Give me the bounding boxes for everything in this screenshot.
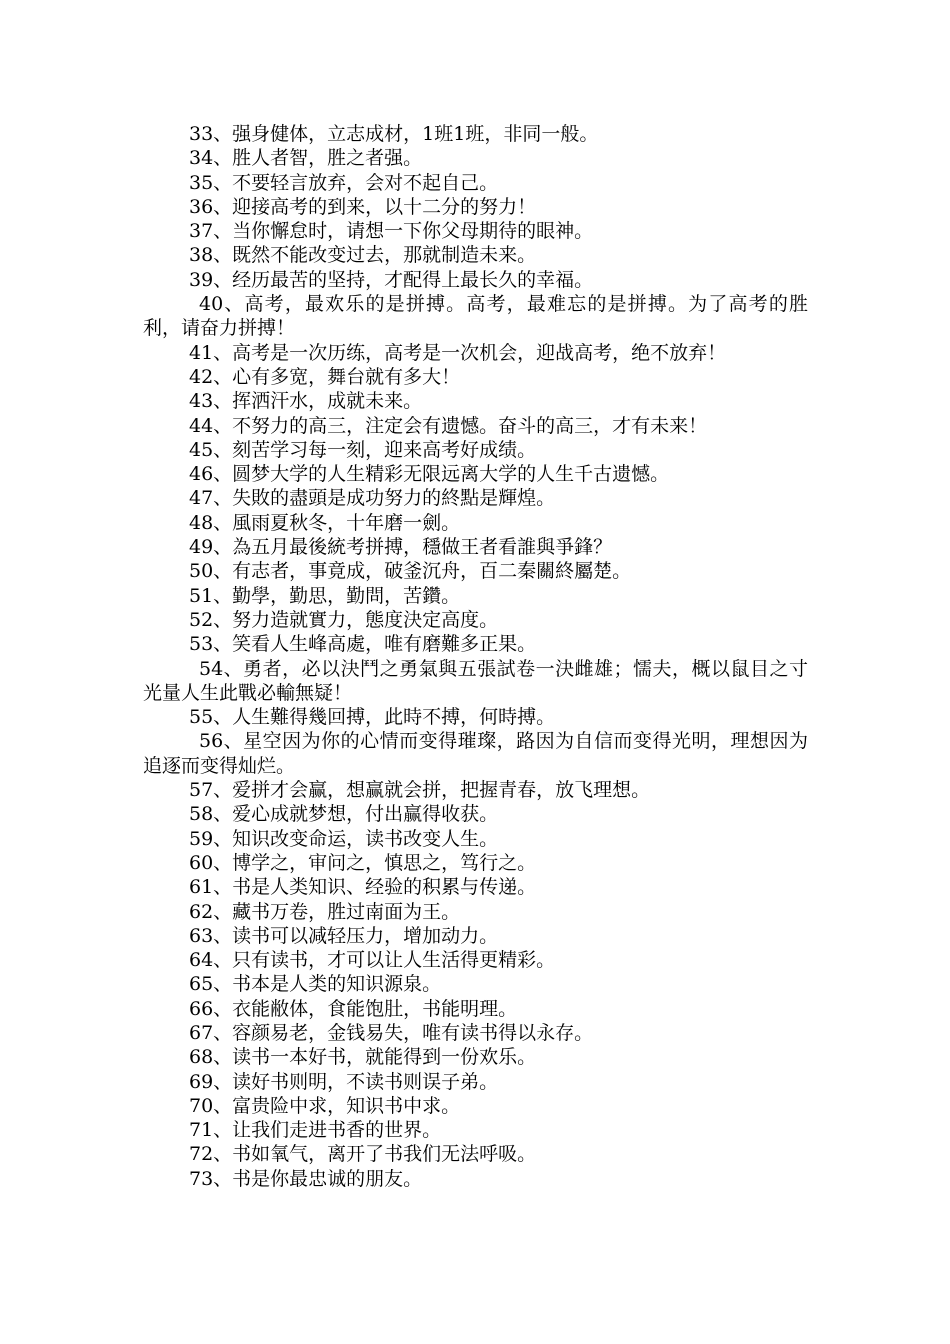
- list-item: 53、笑看人生峰高處，唯有磨難多正果。: [189, 633, 537, 656]
- list-item: 71、让我们走进书香的世界。: [189, 1119, 442, 1142]
- list-item: 46、圆梦大学的人生精彩无限远离大学的人生千古遗憾。: [189, 463, 670, 486]
- list-item: 50、有志者，事竟成，破釜沉舟，百二秦關終屬楚。: [189, 560, 632, 583]
- list-item: 45、刻苦学习每一刻，迎来高考好成绩。: [189, 438, 537, 461]
- list-item: 64、只有读书，才可以让人生活得更精彩。: [189, 949, 556, 972]
- list-item: 52、努力造就實力，態度決定高度。: [189, 608, 499, 631]
- list-item: 60、博学之，审问之，慎思之，笃行之。: [189, 851, 537, 874]
- list-item: 35、不要轻言放弃，会对不起自己。: [189, 171, 499, 194]
- list-item: 39、经历最苦的坚持，才配得上最长久的幸福。: [189, 268, 594, 291]
- list-item: 66、衣能敝体，食能饱肚，书能明理。: [189, 997, 518, 1020]
- quote-list: [143, 122, 808, 1191]
- list-item: 58、爱心成就梦想，付出赢得收获。: [189, 803, 499, 826]
- list-item: 56、星空因为你的心情而变得璀璨，路因为自信而变得光明，理想因为追逐而变得灿烂。: [143, 730, 808, 777]
- list-item: 41、高考是一次历练，高考是一次机会，迎战高考，绝不放弃！: [189, 341, 727, 364]
- list-item: 44、不努力的高三，注定会有遗憾。奋斗的高三，才有未来！: [189, 414, 708, 437]
- list-item: 63、读书可以减轻压力，增加动力。: [189, 924, 499, 947]
- list-item: 48、風雨夏秋冬，十年磨一劍。: [189, 511, 461, 534]
- list-item: 62、藏书万卷，胜过南面为王。: [189, 900, 461, 923]
- list-item: 59、知识改变命运，读书改变人生。: [189, 827, 499, 850]
- list-item: 51、勤學，勤思，勤問，苦鑽。: [189, 584, 461, 607]
- list-item: 68、读书一本好书，就能得到一份欢乐。: [189, 1046, 537, 1069]
- list-item: 55、人生難得幾回搏，此時不搏，何時搏。: [189, 706, 556, 729]
- list-item: 47、失敗的盡頭是成功努力的終點是輝煌。: [189, 487, 556, 510]
- list-item: 70、富贵险中求，知识书中求。: [189, 1094, 461, 1117]
- list-item: 67、容颜易老，金钱易失，唯有读书得以永存。: [189, 1021, 594, 1044]
- list-item: 43、挥洒汗水，成就未来。: [189, 390, 423, 413]
- list-item: 72、书如氧气，离开了书我们无法呼吸。: [189, 1143, 537, 1166]
- list-item: 57、爱拼才会赢，想赢就会拼，把握青春，放飞理想。: [189, 779, 651, 802]
- list-item: 54、勇者，必以決鬥之勇氣與五張試卷一決雌雄；懦夫，概以鼠目之寸光量人生此戰必輸無疑！: [143, 657, 808, 704]
- list-item: 37、当你懈怠时，请想一下你父母期待的眼神。: [189, 220, 594, 243]
- list-item: 49、為五月最後統考拼搏，穩做王者看誰與爭鋒？: [189, 536, 613, 559]
- list-item: 33、强身健体，立志成材，1班1班，非同一般。: [189, 123, 599, 145]
- list-item: 34、胜人者智，胜之者强。: [189, 147, 423, 170]
- list-item: 69、读好书则明，不读书则误子弟。: [189, 1070, 499, 1093]
- list-item: 40、高考，最欢乐的是拼搏。高考，最难忘的是拼搏。为了高考的胜利，请奋力拼搏！: [143, 293, 808, 340]
- list-item: 73、书是你最忠诚的朋友。: [189, 1167, 423, 1190]
- list-item: 61、书是人类知识、经验的积累与传递。: [189, 876, 537, 899]
- list-item: 36、迎接高考的到来，以十二分的努力！: [189, 195, 537, 218]
- list-item: 65、书本是人类的知识源泉。: [189, 973, 442, 996]
- list-item: 38、既然不能改变过去，那就制造未来。: [189, 244, 537, 267]
- list-item: 42、心有多宽，舞台就有多大！: [189, 365, 461, 388]
